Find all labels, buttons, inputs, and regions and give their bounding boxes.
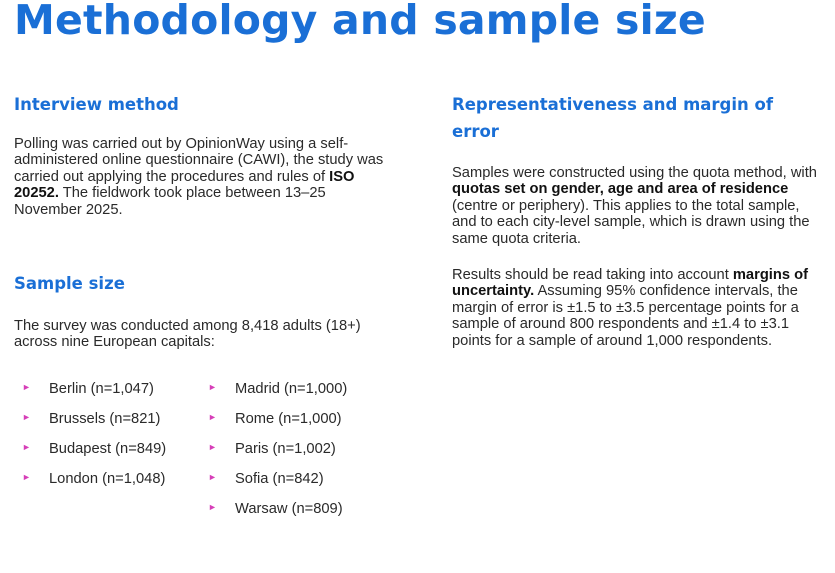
sample-heading: Sample size (14, 274, 125, 293)
city-list-left (14, 380, 166, 500)
sample-section (14, 270, 394, 351)
page-title: Methodology and sample size (14, 0, 706, 44)
bullet-icon: ► (22, 412, 31, 423)
representativeness-heading: Representativeness and margin of error (452, 95, 774, 141)
interview-text: Polling was carried out by OpinionWay using a self-administered online questionnaire (CAWI), the study was carried out applying the procedures and rules of ISO 20252. The fieldwork took place between 13–25 November 2025. (14, 136, 384, 218)
list-item: ► Madrid (n=1,000) (200, 380, 347, 410)
list-item: ► Sofia (n=842) (200, 470, 347, 500)
bullet-icon: ► (22, 442, 31, 453)
list-item: ► Rome (n=1,000) (200, 410, 347, 440)
bullet-icon: ► (22, 472, 31, 483)
list-item: ► Brussels (n=821) (14, 410, 166, 440)
interview-section (14, 91, 394, 218)
city-list-right (200, 380, 347, 530)
bullet-icon: ► (208, 382, 217, 393)
list-item: ► London (n=1,048) (14, 470, 166, 500)
list-item: ► Budapest (n=849) (14, 440, 166, 470)
bullet-icon: ► (208, 442, 217, 453)
list-item: ► Warsaw (n=809) (200, 500, 347, 530)
bullet-icon: ► (208, 412, 217, 423)
margin-of-error-text: Results should be read taking into account margins of uncertainty. Assuming 95% confidence intervals, the margin of error is ±1.5 to ±3.5 percentage points for a sample of around 800 respondents and ±1.4 to ±3.1 points for a sample of around 1,000 respondents. (452, 267, 808, 349)
representativeness-section (452, 91, 827, 349)
bullet-icon: ► (208, 502, 217, 513)
representativeness-text: Samples were constructed using the quota method, with quotas set on gender, age and area of residence (centre or periphery). This applies to the total sample, and to each city-level sample, which is drawn using the same quota criteria. (452, 165, 817, 247)
list-item: ► Paris (n=1,002) (200, 440, 347, 470)
bullet-icon: ► (208, 472, 217, 483)
interview-heading: Interview method (14, 95, 179, 114)
sample-intro: The survey was conducted among 8,418 adults (18+) across nine European capitals: (14, 318, 361, 351)
list-item: ► Berlin (n=1,047) (14, 380, 166, 410)
bullet-icon: ► (22, 382, 31, 393)
